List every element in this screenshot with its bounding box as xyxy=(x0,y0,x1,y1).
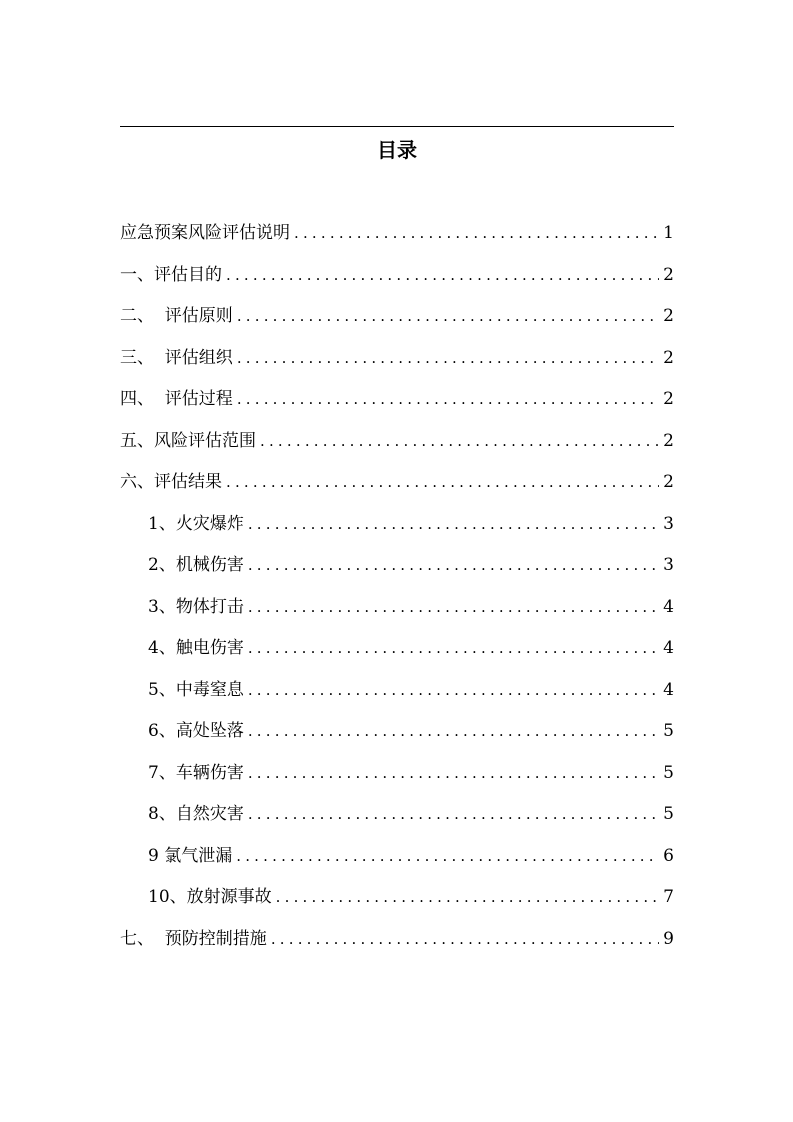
toc-entry-label: 七、 预防控制措施 xyxy=(120,928,267,949)
toc-entry-page: 2 xyxy=(663,264,674,285)
toc-leader-dots xyxy=(226,469,659,495)
toc-entry-page: 3 xyxy=(663,513,674,534)
toc-leader-dots xyxy=(248,801,659,827)
toc-entry-page: 2 xyxy=(663,389,674,409)
toc-entry-page: 9 xyxy=(663,928,674,949)
toc-leader-dots xyxy=(294,220,659,246)
toc-entry-page: 5 xyxy=(663,762,674,783)
toc-entry[interactable] xyxy=(148,884,674,910)
toc-leader-dots xyxy=(248,511,659,537)
toc-entry[interactable] xyxy=(120,469,674,495)
toc-entry-page: 4 xyxy=(663,638,674,658)
toc-entry-label: 7、车辆伤害 xyxy=(148,762,244,783)
toc-entry-label: 一、评估目的 xyxy=(120,264,222,285)
toc-entry-label: 10、放射源事故 xyxy=(148,887,272,907)
toc-entry[interactable] xyxy=(120,262,674,288)
toc-entry-label: 六、评估结果 xyxy=(120,472,222,492)
toc-leader-dots xyxy=(248,760,659,786)
toc-leader-dots xyxy=(248,594,659,620)
toc-entry[interactable] xyxy=(120,926,674,952)
toc-entry-label: 6、高处坠落 xyxy=(148,721,244,741)
toc-entry[interactable] xyxy=(148,718,674,744)
toc-leader-dots xyxy=(237,386,659,412)
toc-entry-page: 2 xyxy=(663,430,674,451)
toc-leader-dots xyxy=(236,843,659,869)
toc-entry[interactable] xyxy=(148,801,674,827)
toc-entry-label: 五、风险评估范围 xyxy=(120,430,256,451)
toc-leader-dots xyxy=(248,718,659,744)
toc-entry[interactable] xyxy=(148,843,674,869)
toc-entry-page: 2 xyxy=(663,472,674,492)
toc-leader-dots xyxy=(237,345,659,371)
toc-entry-page: 1 xyxy=(663,223,674,243)
page-title: 目录 xyxy=(377,138,417,162)
toc-leader-dots xyxy=(248,635,659,661)
toc-entry-label: 9 氯气泄漏 xyxy=(148,845,233,866)
toc-entry[interactable] xyxy=(148,552,674,578)
toc-entry-label: 三、 评估组织 xyxy=(120,347,233,368)
toc-entry-page: 3 xyxy=(663,555,674,575)
toc-entry[interactable] xyxy=(148,760,674,786)
toc-entry[interactable] xyxy=(120,303,674,329)
toc-leader-dots xyxy=(248,677,659,703)
toc-entry[interactable] xyxy=(148,594,674,620)
toc-entry-label: 2、机械伤害 xyxy=(148,555,244,575)
toc-entry-label: 应急预案风险评估说明 xyxy=(120,223,290,243)
toc-entry-label: 5、中毒窒息 xyxy=(148,679,244,700)
toc-entry-label: 4、触电伤害 xyxy=(148,638,244,658)
toc-entry-label: 四、 评估过程 xyxy=(120,389,233,409)
toc-leader-dots xyxy=(226,262,659,288)
toc-entry[interactable] xyxy=(120,345,674,371)
toc-entry-label: 1、火灾爆炸 xyxy=(148,513,244,534)
toc-leader-dots xyxy=(237,303,659,329)
toc-entry[interactable] xyxy=(148,677,674,703)
toc-entry-page: 6 xyxy=(663,845,674,866)
toc-entry-label: 8、自然灾害 xyxy=(148,804,244,824)
toc-entry-label: 二、 评估原则 xyxy=(120,306,233,326)
toc-entry[interactable] xyxy=(120,386,674,412)
toc-leader-dots xyxy=(276,884,660,910)
toc-entry-page: 7 xyxy=(663,887,674,907)
toc-entry-page: 4 xyxy=(663,596,674,617)
toc-entry-page: 5 xyxy=(663,804,674,824)
toc-entry-page: 2 xyxy=(663,347,674,368)
toc-entry-page: 5 xyxy=(663,721,674,741)
toc-leader-dots xyxy=(248,552,659,578)
toc-entry[interactable] xyxy=(120,428,674,454)
toc-entry-label: 3、物体打击 xyxy=(148,596,244,617)
header-rule xyxy=(120,126,674,127)
toc-entry[interactable] xyxy=(148,511,674,537)
toc-leader-dots xyxy=(260,428,659,454)
toc-entry[interactable] xyxy=(120,220,674,246)
toc-entry-page: 4 xyxy=(663,679,674,700)
toc-entry-page: 2 xyxy=(663,306,674,326)
toc-entry[interactable] xyxy=(148,635,674,661)
toc-leader-dots xyxy=(271,926,659,952)
